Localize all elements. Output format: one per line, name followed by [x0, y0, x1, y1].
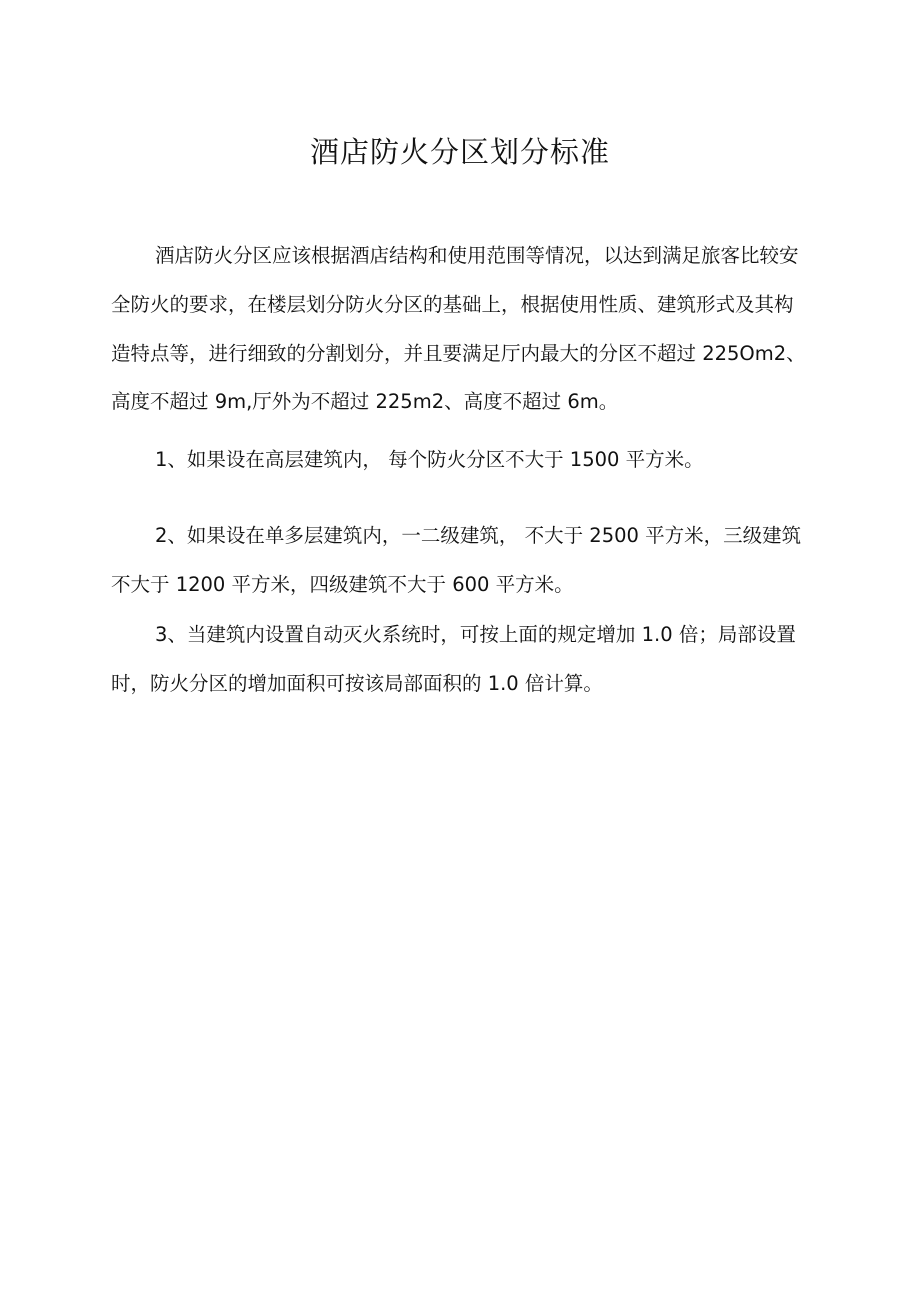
item-2-line-1: 2、如果设在单多层建筑内，一二级建筑， 不大于 2500 平方米，三级建筑 [155, 524, 802, 547]
intro-line-2: 全防火的要求，在楼层划分防火分区的基础上，根据使用性质、建筑形式及其构 [111, 293, 794, 316]
item-3-line-1: 3、当建筑内设置自动灭火系统时，可按上面的规定增加 1.0 倍；局部设置 [155, 623, 796, 646]
intro-line-3: 造特点等，进行细致的分割划分，并且要满足厅内最大的分区不超过 225Om2、 [111, 342, 806, 365]
intro-line-1: 酒店防火分区应该根据酒店结构和使用范围等情况，以达到满足旅客比较安 [155, 244, 799, 267]
item-2-line-2: 不大于 1200 平方米，四级建筑不大于 600 平方米。 [111, 573, 574, 596]
item-3-line-2: 时，防火分区的增加面积可按该局部面积的 1.0 倍计算。 [111, 672, 603, 695]
item-1-line-1: 1、如果设在高层建筑内， 每个防火分区不大于 1500 平方米。 [155, 448, 704, 471]
document-title: 酒店防火分区划分标准 [309, 135, 610, 169]
intro-line-4: 高度不超过 9m,厅外为不超过 225m2、高度不超过 6m。 [111, 390, 619, 413]
